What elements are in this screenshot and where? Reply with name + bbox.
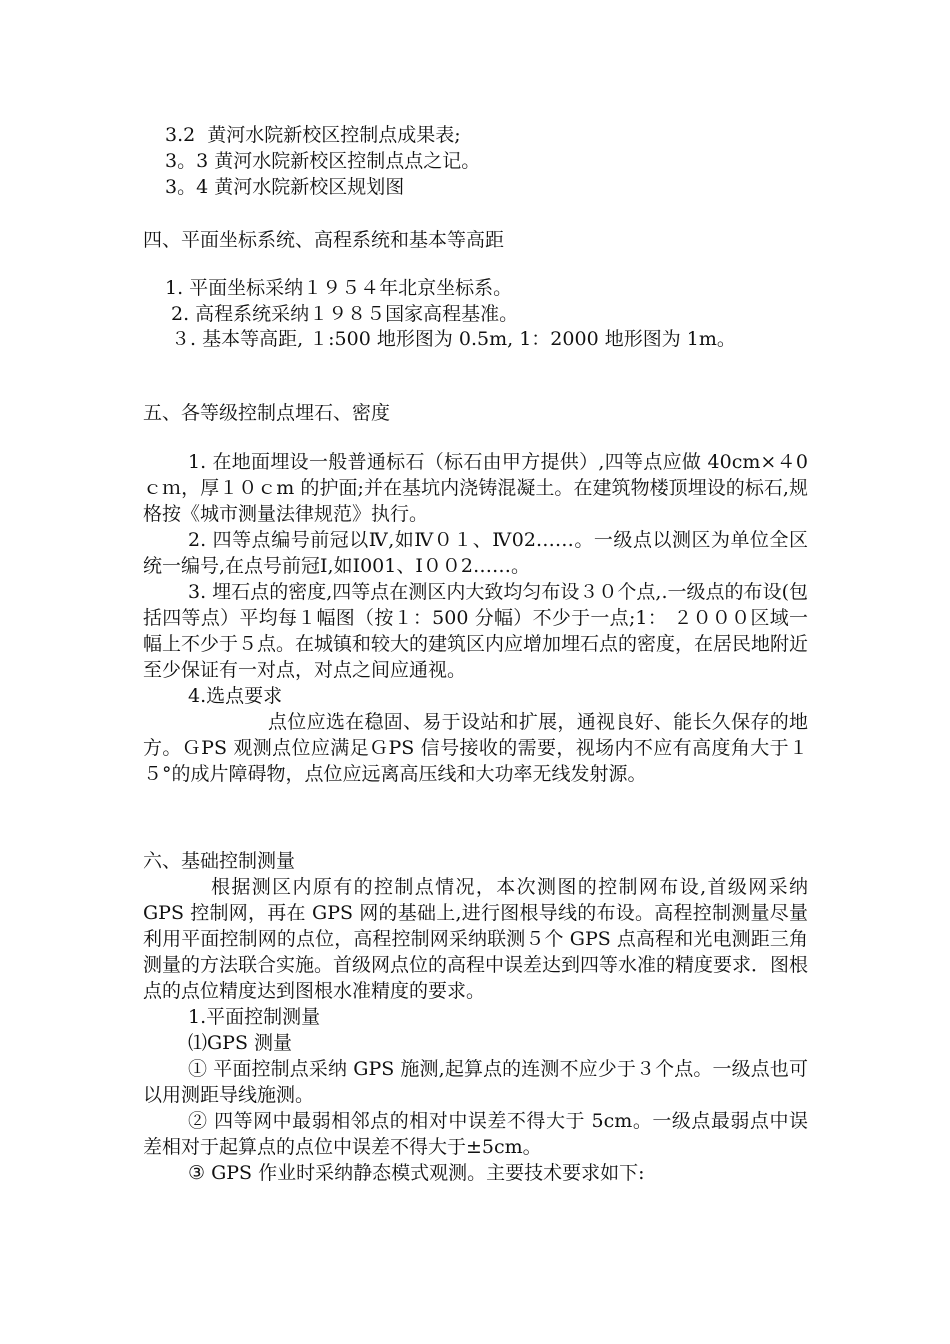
section-5-heading: 五、各等级控制点埋石、密度 — [143, 402, 391, 424]
section-6-point-1: ① 平面控制点采纳 GPS 施测,起算点的连测不应少于３个点。一级点也可以用测距导线施测。 — [143, 1058, 808, 1106]
section-6-sub-1: 1.平面控制测量 — [188, 1006, 321, 1028]
section-4-item-3-block — [143, 326, 808, 352]
section-4-item-1: 1. 平面坐标采纳１９５４年北京坐标系。 — [165, 277, 513, 299]
attachment-item-3-2: 3.2 黄河水院新校区控制点成果表; — [165, 124, 461, 146]
section-5-item-4-text: 点位应选在稳固、易于设站和扩展，通视良好、能长久保存的地方。ＧPS 观测点位应满足ＧPS 信号接收的需要，视场内不应有高度角大于１５°的成片障碍物，点位应远离高压线和大功率无线发射源。 — [143, 711, 808, 785]
section-5-paragraph-1: 1. 在地面埋设一般普通标石（标石由甲方提供）,四等点应做 40cm×４0ｃｍ，厚１０ｃm 的护面;并在基坑内浇铸混凝土。在建筑物楼顶埋设的标石,规格按《城市测量法律规范》执行。 — [143, 451, 808, 525]
attachment-item-3-3: 3。3 黄河水院新校区控制点点之记。 — [165, 150, 481, 172]
section-5-paragraph-2: 2. 四等点编号前冠以Ⅳ,如Ⅳ０１、Ⅳ02……。一级点以测区为单位全区统一编号,在点号前冠Ⅰ,如Ⅰ001、Ⅰ００2……。 — [143, 529, 808, 577]
section-5-paragraph-3: 3. 埋石点的密度,四等点在测区内大致均匀布设３０个点,.一级点的布设(包括四等点）平均每１幅图（按１：500 分幅）不少于一点;1： ２０００区域一幅上不少于５点。在城镇和较大的建筑区内应增加埋石点的密度，在居民地附近至少保证有一对点，对点之间应通视。 — [143, 581, 809, 681]
section-6-point-3: ③ GPS 作业时采纳静态模式观测。主要技术要求如下: — [188, 1162, 645, 1184]
section-6-body — [143, 874, 808, 1186]
section-4-item-2-block — [143, 301, 808, 327]
section-6-sub-1-1: ⑴GPS 测量 — [188, 1032, 293, 1054]
section-5-item-4-title: 4.选点要求 — [188, 685, 283, 707]
section-4-item-3: ３. 基本等高距, １:500 地形图为 0.5m, 1：2000 地形图为 1m。 — [171, 328, 736, 350]
section-5-body — [143, 449, 808, 787]
section-6-intro: 根据测区内原有的控制点情况，本次测图的控制网布设,首级网采纳 GPS 控制网，再在 GPS 网的基础上,进行图根导线的布设。高程控制测量尽量利用平面控制网的点位，高程控制网采纳联测５个 GPS 点高程和光电测距三角测量的方法联合实施。首级网点位的高程中误差达到四等水准的精度要求．图根点的点位精度达到图根水准精度的要求。 — [143, 876, 809, 1002]
attachment-item-3-4: 3。4 黄河水院新校区规划图 — [165, 176, 405, 198]
section-4-heading: 四、平面坐标系统、高程系统和基本等高距 — [143, 229, 505, 251]
section-4-item-2: 2. 高程系统采纳１９８５国家高程基准。 — [171, 303, 519, 325]
section-6-point-2: ② 四等网中最弱相邻点的相对中误差不得大于 5cm。一级点最弱点中误差相对于起算点的点位中误差不得大于±5cm。 — [143, 1110, 808, 1158]
section-6-heading: 六、基础控制测量 — [143, 850, 296, 872]
